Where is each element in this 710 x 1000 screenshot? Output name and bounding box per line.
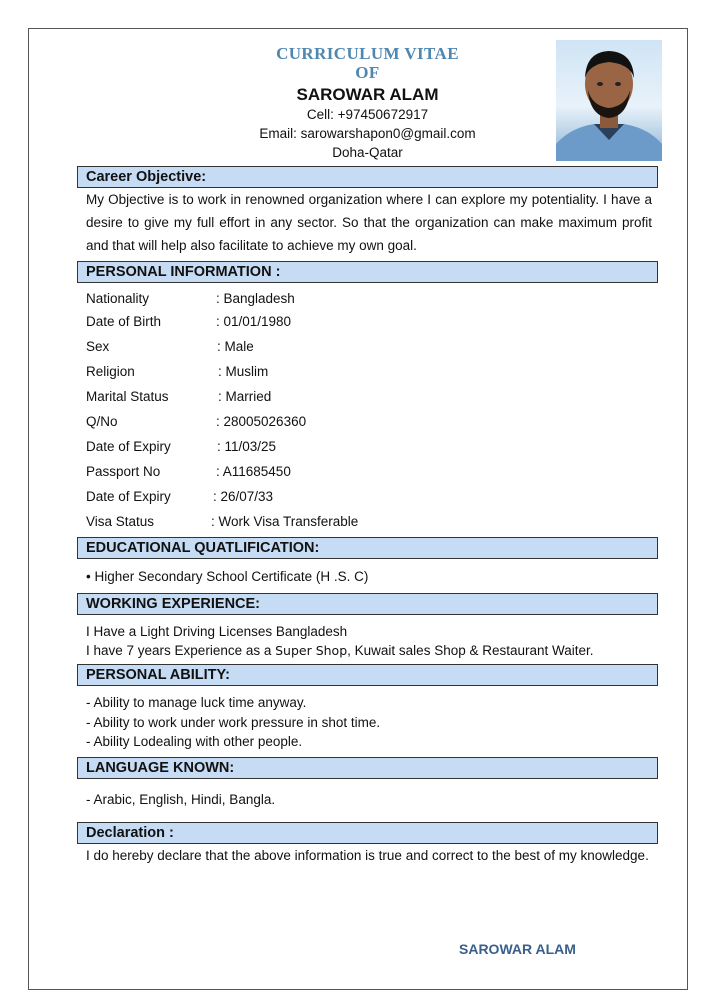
experience-suffix: , Kuwait sales Shop & Restaurant Waiter.	[347, 643, 594, 658]
education-heading: EDUCATIONAL QUATLIFICATION:	[77, 537, 658, 559]
info-label: Sex	[86, 339, 110, 354]
experience-prefix: I have 7 years Experience as a	[86, 643, 276, 658]
info-value: : 28005026360	[216, 414, 307, 429]
info-label: Date of Expiry	[86, 489, 171, 504]
info-label: Passport No	[86, 464, 161, 479]
info-value: : A11685450	[216, 464, 291, 479]
cv-title: CURRICULUM VITAE	[276, 44, 459, 63]
info-label: Date of Birth	[86, 314, 162, 329]
info-value: : Male	[217, 339, 254, 354]
personal-info-heading: PERSONAL INFORMATION :	[77, 261, 658, 283]
declaration-text: I do hereby declare that the above information is true and correct to the best of my knowledge.	[86, 848, 649, 863]
info-value: : Bangladesh	[216, 291, 295, 306]
career-objective-text: My Objective is to work in renowned organization where I can explore my potentiality. I have a desire to give my full effort in any sector. So that the organization can make maximum profit and that will help also facilitate to achieve my own goal.	[86, 192, 652, 253]
ability-heading: PERSONAL ABILITY:	[77, 664, 658, 686]
info-label: Q/No	[86, 414, 118, 429]
language-heading: LANGUAGE KNOWN:	[77, 757, 658, 779]
info-value: : 26/07/33	[213, 489, 274, 504]
experience-highlight: Super Shop	[275, 643, 348, 658]
education-item: • Higher Secondary School Certificate (H .S. C)	[86, 569, 369, 584]
experience-line-1: I Have a Light Driving Licenses Bangladesh	[86, 624, 348, 639]
ability-item: - Ability to work under work pressure in shot time.	[86, 715, 381, 730]
career-objective-heading: Career Objective:	[77, 166, 658, 188]
ability-item: - Ability to manage luck time anyway.	[86, 695, 307, 710]
info-value: : Work Visa Transferable	[211, 514, 359, 529]
info-value: : Married	[218, 389, 272, 404]
declaration-heading: Declaration :	[77, 822, 658, 844]
cv-title-of: OF	[355, 63, 380, 82]
info-label: Marital Status	[86, 389, 169, 404]
info-value: : 01/01/1980	[216, 314, 292, 329]
experience-heading: WORKING EXPERIENCE:	[77, 593, 658, 615]
info-label: Nationality	[86, 291, 150, 306]
experience-line-2	[86, 642, 594, 660]
info-label: Religion	[86, 364, 135, 379]
info-value: : 11/03/25	[217, 439, 277, 454]
info-value: : Muslim	[218, 364, 269, 379]
profile-photo	[556, 40, 662, 161]
candidate-name: SAROWAR ALAM	[296, 85, 439, 104]
location: Doha-Qatar	[332, 145, 403, 160]
ability-item: - Ability Lodealing with other people.	[86, 734, 303, 749]
signature-name: SAROWAR ALAM	[459, 941, 576, 957]
cell-number: Cell: +97450672917	[306, 107, 429, 122]
language-text: - Arabic, English, Hindi, Bangla.	[86, 792, 276, 807]
info-label: Visa Status	[86, 514, 155, 529]
person-photo-icon	[556, 40, 662, 161]
info-label: Date of Expiry	[86, 439, 171, 454]
email-address: Email: sarowarshapon0@gmail.com	[259, 126, 476, 141]
